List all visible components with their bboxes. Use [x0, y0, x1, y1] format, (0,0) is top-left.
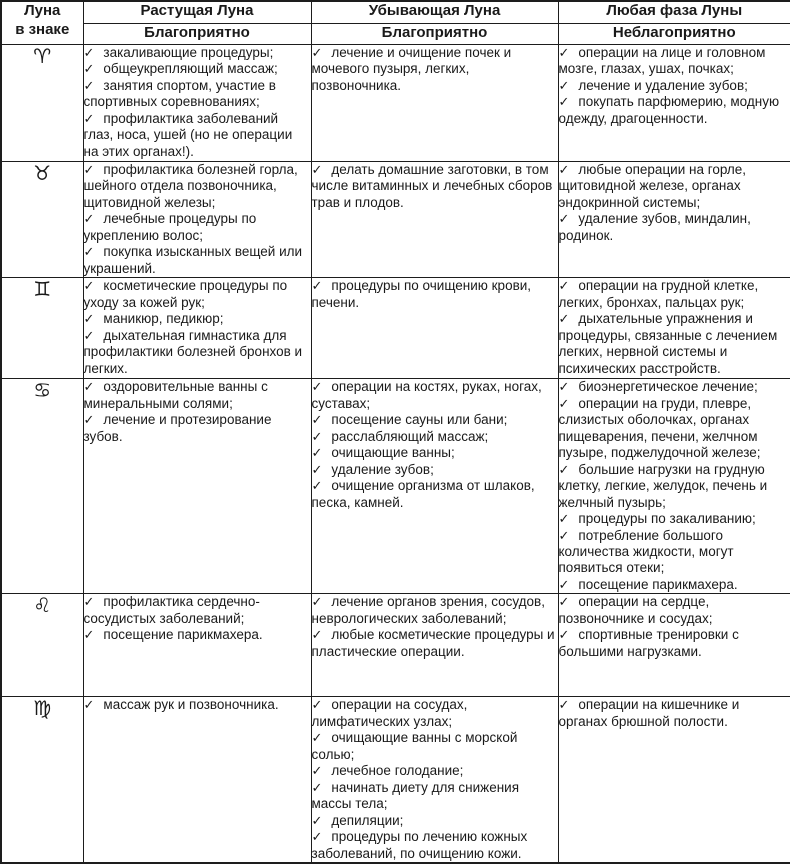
- check-icon: ✓: [559, 78, 570, 94]
- list-item: ✓ операции на лице и головном мозге, глазах, ушах, почках;: [559, 45, 790, 78]
- check-icon: ✓: [312, 412, 323, 428]
- check-icon: ✓: [559, 462, 570, 478]
- list-item: ✓ посещение сауны или бани;: [312, 412, 558, 428]
- cancer-sign-cell: [1, 379, 83, 594]
- table-row-gemini: [1, 278, 790, 379]
- gemini-zodiac-icon: ♊: [33, 278, 51, 300]
- check-icon: ✓: [559, 396, 570, 412]
- cancer-zodiac-icon: ♋: [33, 379, 51, 401]
- list-item: ✓ операции на костях, руках, ногах, суставах;: [312, 379, 558, 412]
- header-sign-line1: Луна: [2, 2, 83, 21]
- check-icon: ✓: [312, 445, 323, 461]
- check-icon: ✓: [559, 528, 570, 544]
- table-row-aries: [1, 45, 790, 162]
- header-waxing-moon: Растущая Луна: [83, 1, 311, 24]
- list-item: ✓ любые косметические процедуры и пластические операции.: [312, 627, 558, 660]
- taurus-waning-cell: [311, 162, 558, 278]
- check-icon: ✓: [312, 730, 323, 746]
- list-item: ✓ профилактика болезней горла, шейного отдела позвоночника, щитовидной железы;: [84, 162, 311, 211]
- aries-waning-cell: [311, 45, 558, 162]
- check-icon: ✓: [312, 462, 323, 478]
- check-icon: ✓: [84, 697, 95, 713]
- check-icon: ✓: [312, 594, 323, 610]
- taurus-zodiac-icon: ♉: [33, 162, 51, 184]
- list-item: ✓ лечение и протезирование зубов.: [84, 412, 311, 445]
- virgo-sign-cell: [1, 697, 83, 863]
- table-body: [1, 45, 790, 864]
- check-icon: ✓: [559, 577, 570, 593]
- check-icon: ✓: [84, 627, 95, 643]
- list-item: ✓ операции на грудной клетке, легких, бронхах, пальцах рук;: [559, 278, 790, 311]
- list-item: ✓ операции на кишечнике и органах брюшной полости.: [559, 697, 790, 730]
- cancer-waning-cell: [311, 379, 558, 594]
- list-item: ✓ расслабляющий массаж;: [312, 429, 558, 445]
- list-item: ✓ процедуры по очищению крови, печени.: [312, 278, 558, 311]
- list-item: ✓ посещение парикмахера.: [84, 627, 311, 643]
- list-item: ✓ лечение и очищение почек и мочевого пузыря, легких, позвоночника.: [312, 45, 558, 94]
- gemini-any-phase-cell: [558, 278, 790, 379]
- check-icon: ✓: [559, 278, 570, 294]
- leo-zodiac-icon: ♌: [33, 594, 51, 616]
- cancer-any-phase-cell: [558, 379, 790, 594]
- check-icon: ✓: [559, 379, 570, 395]
- list-item: ✓ лечебные процедуры по укреплению волос;: [84, 211, 311, 244]
- check-icon: ✓: [84, 162, 95, 178]
- list-item: ✓ депиляции;: [312, 813, 558, 829]
- check-icon: ✓: [84, 78, 95, 94]
- check-icon: ✓: [84, 278, 95, 294]
- list-item: ✓ лечение и удаление зубов;: [559, 78, 790, 94]
- table-row-virgo: [1, 697, 790, 863]
- check-icon: ✓: [312, 278, 323, 294]
- list-item: ✓ очищающие ванны с морской солью;: [312, 730, 558, 763]
- header-row-mode: [1, 24, 790, 45]
- header-waning-mode: Благоприятно: [311, 24, 558, 45]
- list-item: ✓ лечение органов зрения, сосудов, неврологических заболеваний;: [312, 594, 558, 627]
- leo-any-phase-cell: [558, 594, 790, 697]
- check-icon: ✓: [84, 594, 95, 610]
- list-item: ✓ оздоровительные ванны с минеральными солями;: [84, 379, 311, 412]
- leo-sign-cell: [1, 594, 83, 697]
- list-item: ✓ очищающие ванны;: [312, 445, 558, 461]
- list-item: ✓ операции на сердце, позвоночнике и сосудах;: [559, 594, 790, 627]
- check-icon: ✓: [312, 627, 323, 643]
- list-item: ✓ косметические процедуры по уходу за кожей рук;: [84, 278, 311, 311]
- list-item: ✓ лечебное голодание;: [312, 763, 558, 779]
- check-icon: ✓: [84, 61, 95, 77]
- taurus-sign-cell: [1, 162, 83, 278]
- list-item: ✓ массаж рук и позвоночника.: [84, 697, 311, 713]
- list-item: ✓ очищение организма от шлаков, песка, камней.: [312, 478, 558, 511]
- list-item: ✓ удаление зубов, миндалин, родинок.: [559, 211, 790, 244]
- check-icon: ✓: [84, 379, 95, 395]
- check-icon: ✓: [559, 511, 570, 527]
- list-item: ✓ процедуры по закаливанию;: [559, 511, 790, 527]
- check-icon: ✓: [559, 627, 570, 643]
- aries-any-phase-cell: [558, 45, 790, 162]
- check-icon: ✓: [559, 311, 570, 327]
- check-icon: ✓: [559, 594, 570, 610]
- list-item: ✓ потребление большого количества жидкости, могут появиться отеки;: [559, 528, 790, 577]
- check-icon: ✓: [84, 45, 95, 61]
- check-icon: ✓: [312, 379, 323, 395]
- header-row-phase: [1, 1, 790, 24]
- list-item: ✓ покупка изысканных вещей или украшений.: [84, 244, 311, 277]
- header-waning-moon: Убывающая Луна: [311, 1, 558, 24]
- table-row-leo: [1, 594, 790, 697]
- virgo-any-phase-cell: [558, 697, 790, 863]
- list-item: ✓ общеукрепляющий массаж;: [84, 61, 311, 77]
- list-item: ✓ биоэнергетическое лечение;: [559, 379, 790, 395]
- check-icon: ✓: [312, 429, 323, 445]
- aries-sign-cell: [1, 45, 83, 162]
- virgo-waning-cell: [311, 697, 558, 863]
- list-item: ✓ закаливающие процедуры;: [84, 45, 311, 61]
- list-item: ✓ процедуры по лечению кожных заболеваний, по очищению кожи.: [312, 829, 558, 862]
- check-icon: ✓: [312, 45, 323, 61]
- table-row-cancer: [1, 379, 790, 594]
- gemini-sign-cell: [1, 278, 83, 379]
- taurus-any-phase-cell: [558, 162, 790, 278]
- virgo-zodiac-icon: ♍: [33, 697, 51, 719]
- list-item: ✓ дыхательная гимнастика для профилактики болезней бронхов и легких.: [84, 328, 311, 377]
- leo-waxing-cell: [83, 594, 311, 697]
- leo-waning-cell: [311, 594, 558, 697]
- list-item: ✓ дыхательные упражнения и процедуры, связанные с лечением легких, нервной системы и психических расстройств.: [559, 311, 790, 377]
- list-item: ✓ делать домашние заготовки, в том числе витаминных и лечебных сборов трав и плодов.: [312, 162, 558, 211]
- list-item: ✓ большие нагрузки на грудную клетку, легкие, желудок, печень и желчный пузырь;: [559, 462, 790, 511]
- check-icon: ✓: [312, 763, 323, 779]
- header-waxing-mode: Благоприятно: [83, 24, 311, 45]
- check-icon: ✓: [559, 94, 570, 110]
- check-icon: ✓: [84, 244, 95, 260]
- header-any-phase: Любая фаза Луны: [558, 1, 790, 24]
- list-item: ✓ операции на сосудах, лимфатических узлах;: [312, 697, 558, 730]
- list-item: ✓ любые операции на горле, щитовидной железе, органах эндокринной системы;: [559, 162, 790, 211]
- check-icon: ✓: [312, 478, 323, 494]
- check-icon: ✓: [559, 211, 570, 227]
- cancer-waxing-cell: [83, 379, 311, 594]
- list-item: ✓ операции на груди, плевре, слизистых оболочках, органах пищеварения, печени, желчном пузыре, поджелудочной железе;: [559, 396, 790, 462]
- check-icon: ✓: [312, 829, 323, 845]
- list-item: ✓ занятия спортом, участие в спортивных соревнованиях;: [84, 78, 311, 111]
- header-sign-line2: в знаке: [2, 21, 83, 40]
- check-icon: ✓: [84, 311, 95, 327]
- list-item: ✓ профилактика сердечно-сосудистых заболеваний;: [84, 594, 311, 627]
- check-icon: ✓: [312, 697, 323, 713]
- virgo-waxing-cell: [83, 697, 311, 863]
- header-sign-column: [1, 1, 83, 45]
- taurus-waxing-cell: [83, 162, 311, 278]
- check-icon: ✓: [312, 780, 323, 796]
- check-icon: ✓: [559, 45, 570, 61]
- table-row-taurus: [1, 162, 790, 278]
- list-item: ✓ удаление зубов;: [312, 462, 558, 478]
- list-item: ✓ покупать парфюмерию, модную одежду, драгоценности.: [559, 94, 790, 127]
- gemini-waxing-cell: [83, 278, 311, 379]
- check-icon: ✓: [84, 328, 95, 344]
- gemini-waning-cell: [311, 278, 558, 379]
- check-icon: ✓: [559, 697, 570, 713]
- aries-zodiac-icon: ♈: [33, 45, 51, 67]
- check-icon: ✓: [312, 162, 323, 178]
- check-icon: ✓: [84, 412, 95, 428]
- list-item: ✓ посещение парикмахера.: [559, 577, 790, 593]
- check-icon: ✓: [84, 211, 95, 227]
- check-icon: ✓: [84, 111, 95, 127]
- list-item: ✓ маникюр, педикюр;: [84, 311, 311, 327]
- list-item: ✓ профилактика заболеваний глаз, носа, ушей (но не операции на этих органах!).: [84, 111, 311, 160]
- aries-waxing-cell: [83, 45, 311, 162]
- list-item: ✓ начинать диету для снижения массы тела;: [312, 780, 558, 813]
- list-item: ✓ спортивные тренировки с большими нагрузками.: [559, 627, 790, 660]
- header-any-phase-mode: Неблагоприятно: [558, 24, 790, 45]
- check-icon: ✓: [559, 162, 570, 178]
- check-icon: ✓: [312, 813, 323, 829]
